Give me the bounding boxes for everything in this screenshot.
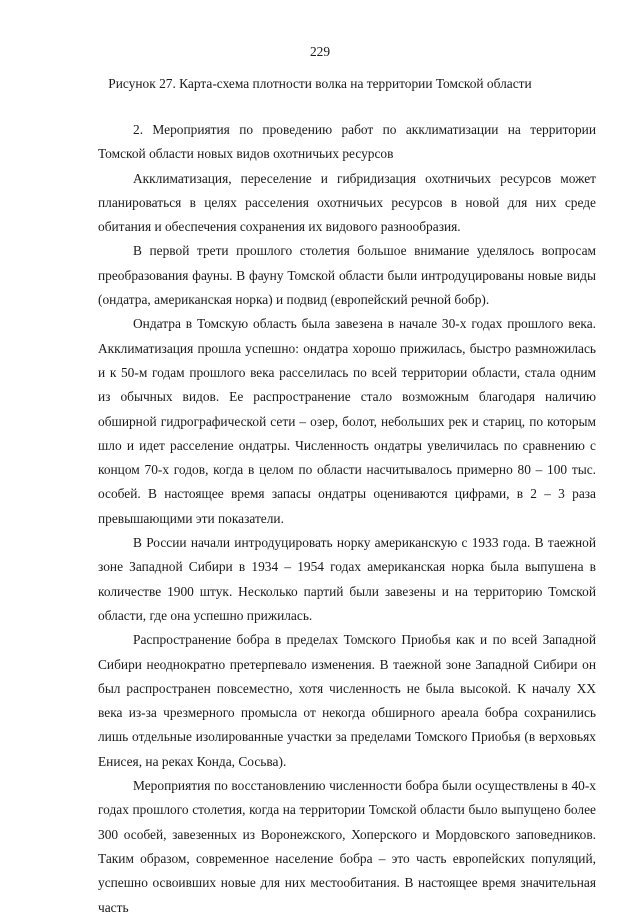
paragraph-mink: В России начали интродуцировать норку американскую с 1933 года. В таежной зоне Западной Сибири в 1934 – 1954 годах американская норка была выпушена в количестве 1900 штук. Несколько партий были завезены и на территорию Томской области, где она успешно прижилась.	[98, 535, 596, 623]
paragraph-muskrat: Ондатра в Томскую область была завезена в начале 30-х годах прошлого века. Акклиматизация прошла успешно: ондатра хорошо прижилась, быстро размножилась и к 50-м годам прошлого века расселилась по всей территории области, стала одним из обычных видов. Ее распространение стало возможным благодаря наличию обширной гидрографической сети – озер, болот, небольших рек и стариц, по которым шло и идет расселение ондатры. Численность ондатры увеличилась по сравнению с концом 70-х годов, когда в целом по области насчитывалось примерно 80 – 100 тыс. особей. В настоящее время запасы ондатры оцениваются цифрами, в 2 – 3 раза превышающими эти показатели.	[98, 316, 596, 526]
page-number: 229	[309, 44, 331, 59]
body-text	[98, 118, 596, 920]
paragraph-acclimatization: Акклиматизация, переселение и гибридизация охотничьих ресурсов может планироваться в целях расселения охотничьих ресурсов в новой для них среде обитания и обеспечения сохранения их видового разнообразия.	[98, 170, 596, 235]
paragraph-beaver-restoration: Мероприятия по восстановлению численности бобра были осуществлены в 40-х годах прошлого столетия, когда на территории Томской области было выпущено более 300 особей, завезенных из Воронежского, Хоперского и Мордовского заповедников. Таким образом, современное население бобра – это часть европейских популяций, успешно освоивших новые для них местообитания. В настоящее время значительная часть	[98, 778, 596, 915]
section-heading-paragraph: 2. Мероприятия по проведению работ по акклиматизации на территории Томской области новых видов охотничьих ресурсов	[98, 122, 596, 162]
paragraph-fauna-transformation: В первой трети прошлого столетия большое внимание уделялось вопросам преобразования фауны. В фауну Томской области были интродуцированы новые виды (ондатра, американская норка) и подвид (европейский речной бобр).	[98, 243, 596, 308]
figure-caption: Рисунок 27. Карта-схема плотности волка на территории Томской области	[108, 76, 532, 91]
paragraph-beaver-distribution: Распространение бобра в пределах Томского Приобья как и по всей Западной Сибири неоднократно претерпевало изменения. В таежной зоне Западной Сибири он был распространен повсеместно, хотя численность не была высокой. К началу XX века из-за чрезмерного промысла от некогда обширного ареала бобра сохранились лишь отдельные изолированные участки за пределами Томского Приобья (в верховьях Енисея, на реках Конда, Сосьва).	[98, 632, 596, 769]
